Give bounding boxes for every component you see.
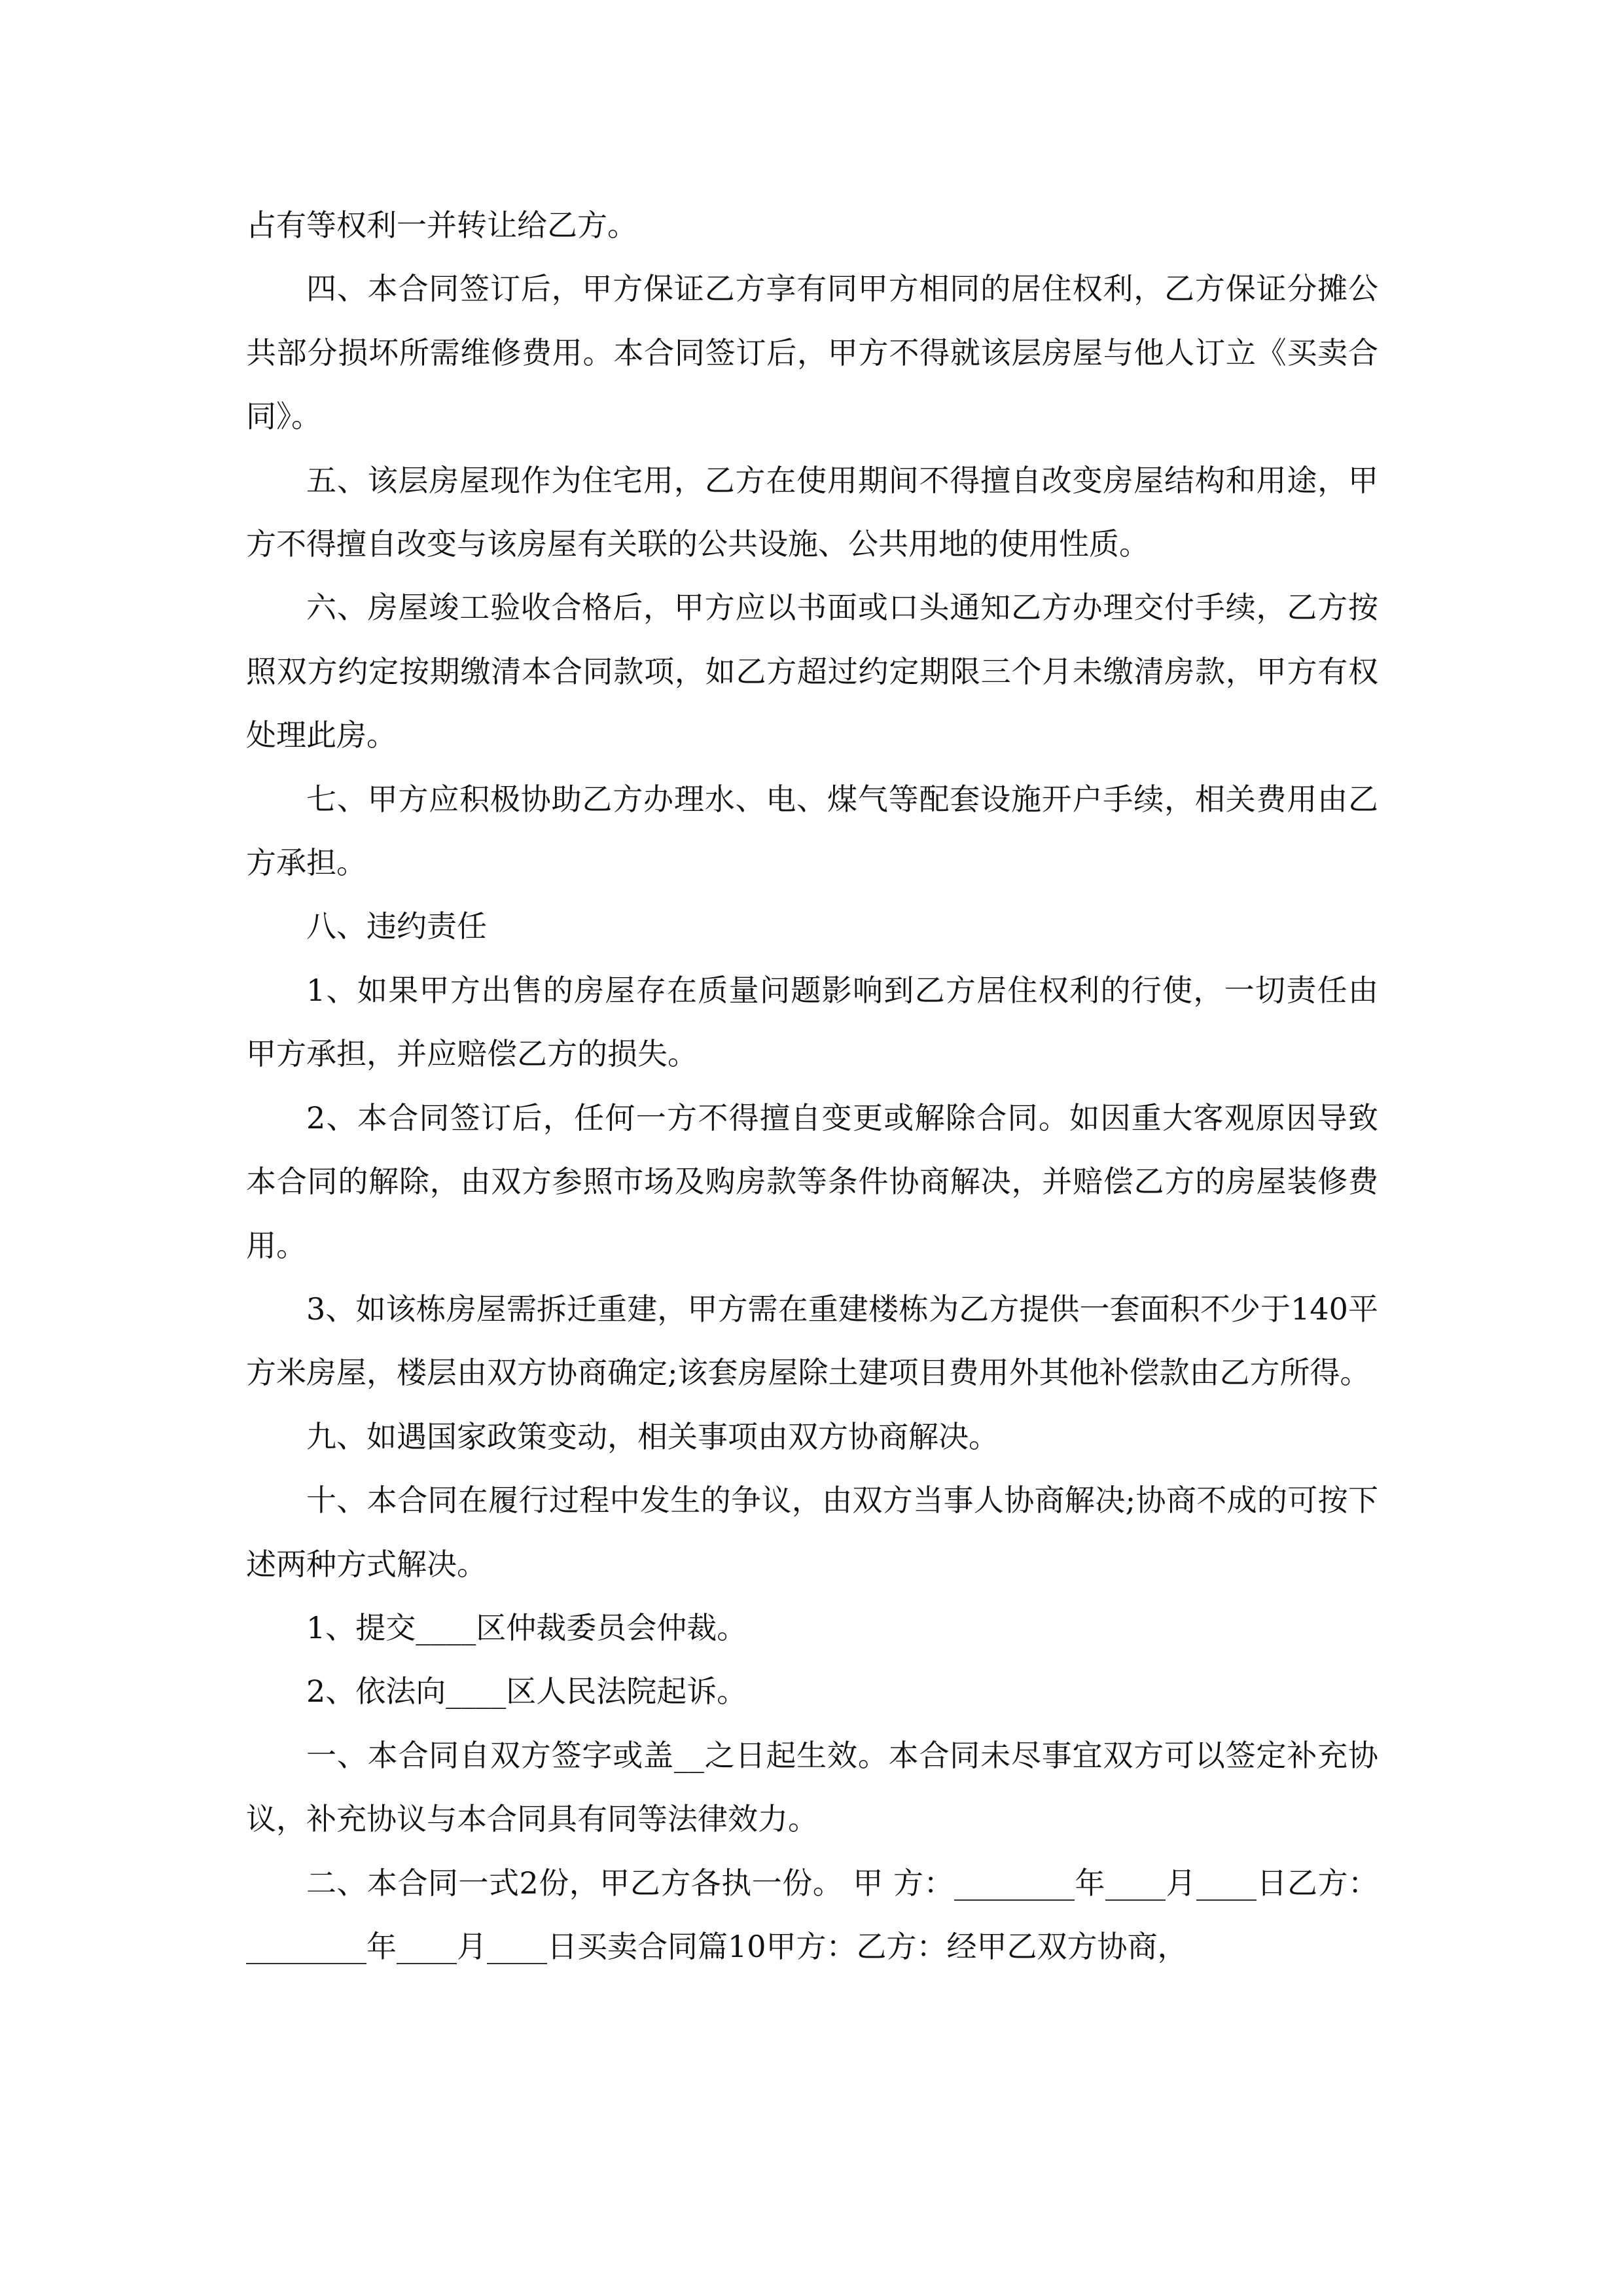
paragraph-clause-7: 七、甲方应积极协助乙方办理水、电、煤气等配套设施开户手续，相关费用由乙方承担。 [246,781,1378,881]
paragraph-effect: 一、本合同自双方签字或盖__之日起生效。本合同未尽事宜双方可以签定补充协议，补充协议与本合同具有同等法律效力。 [246,1737,1378,1837]
paragraph-continuation: 占有等权利一并转让给乙方。 [246,207,637,243]
paragraph-clause-6: 六、房屋竣工验收合格后，甲方应以书面或口头通知乙方办理交付手续，乙方按照双方约定按期缴清本合同款项，如乙方超过约定期限三个月未缴清房款，甲方有权处理此房。 [246,590,1378,753]
paragraph-clause-8-2: 2、本合同签订后，任何一方不得擅自变更或解除合同。如因重大客观原因导致本合同的解除，由双方参照市场及购房款等条件协商解决，并赔偿乙方的房屋装修费用。 [246,1100,1378,1263]
paragraph-clause-9: 九、如遇国家政策变动，相关事项由双方协商解决。 [306,1418,999,1454]
document-body [246,194,1378,1979]
paragraph-clause-10-2: 2、依法向____区人民法院起诉。 [306,1674,747,1710]
paragraph-copies-signature: 二、本合同一式2份，甲乙方各执一份。 甲 方：________年____月____日乙方：________年____月____日买卖合同篇10甲方：乙方：经甲乙双方协商， [246,1865,1378,1964]
paragraph-clause-4: 四、本合同签订后，甲方保证乙方享有同甲方相同的居住权利，乙方保证分摊公共部分损坏所需维修费用。本合同签订后，甲方不得就该层房屋与他人订立《买卖合同》。 [246,271,1378,435]
paragraph-clause-10-1: 1、提交____区仲裁委员会仲裁。 [306,1609,747,1645]
paragraph-clause-8-3: 3、如该栋房屋需拆迁重建，甲方需在重建楼栋为乙方提供一套面积不少于140平方米房屋，楼层由双方协商确定;该套房屋除土建项目费用外其他补偿款由乙方所得。 [246,1291,1378,1391]
paragraph-clause-8-1: 1、如果甲方出售的房屋存在质量问题影响到乙方居住权利的行使，一切责任由甲方承担，并应赔偿乙方的损失。 [246,972,1378,1072]
paragraph-clause-5: 五、该层房屋现作为住宅用，乙方在使用期间不得擅自改变房屋结构和用途，甲方不得擅自改变与该房屋有关联的公共设施、公共用地的使用性质。 [246,462,1378,562]
paragraph-clause-10: 十、本合同在履行过程中发生的争议，由双方当事人协商解决;协商不成的可按下述两种方式解决。 [246,1482,1378,1582]
paragraph-clause-8-heading: 八、违约责任 [306,908,487,944]
